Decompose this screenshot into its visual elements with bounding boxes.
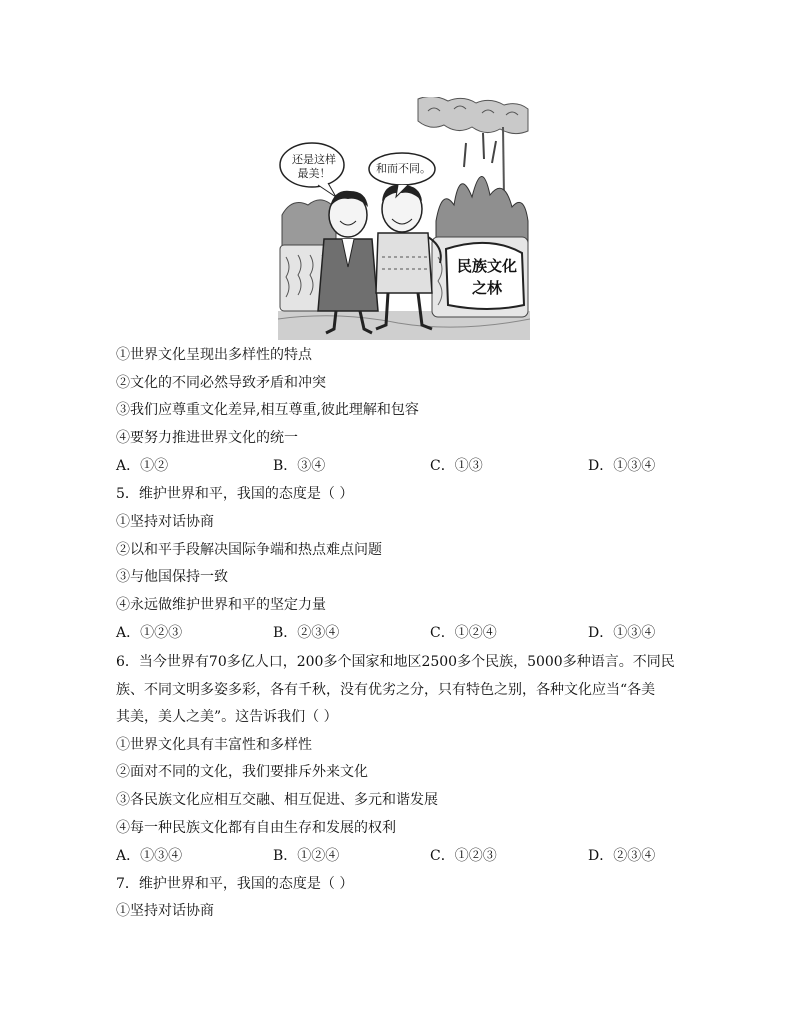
q6-statement-2: ②面对不同的文化，我们要排斥外来文化 [116,764,368,780]
q5-options [116,623,676,643]
q5-option-b[interactable]: B．②③④ [273,625,340,641]
q7-stem: 7．维护世界和平，我国的态度是（ ） [116,876,354,892]
q4-statement-3: ③我们应尊重文化差异,相互尊重,彼此理解和包容 [116,402,419,418]
q4-option-a[interactable]: A．①② [116,458,169,474]
q4-statement-1: ①世界文化呈现出多样性的特点 [116,347,312,363]
q7-statement-1: ①坚持对话协商 [116,903,214,919]
q4-option-b[interactable]: B．③④ [273,458,326,474]
q6-stem-line-1: 6．当今世界有70多亿人口，200多个国家和地区2500多个民族，5000多种语言。不同民 [116,654,675,670]
q6-stem-line-2: 族、不同文明多姿多彩，各有千秋，没有优劣之分，只有特色之别，各种文化应当“各美 [116,682,656,698]
q5-stem: 5．维护世界和平，我国的态度是（ ） [116,486,354,502]
q4-option-d[interactable]: D．①③④ [588,458,656,474]
q6-option-d[interactable]: D．②③④ [588,848,656,864]
cartoon-illustration [278,97,530,340]
q4-option-c[interactable]: C．①③ [430,458,483,474]
sign-text: 民族文化之林 [456,257,517,297]
q5-option-c[interactable]: C．①②④ [430,625,497,641]
q4-statement-2: ②文化的不同必然导致矛盾和冲突 [116,375,326,391]
q5-option-a[interactable]: A．①②③ [116,625,183,641]
q5-statement-3: ③与他国保持一致 [116,569,228,585]
speech-bubble-right: 和而不同。 [376,162,431,175]
q6-option-c[interactable]: C．①②③ [430,848,497,864]
q5-statement-2: ②以和平手段解决国际争端和热点难点问题 [116,542,382,558]
q6-option-b[interactable]: B．①②④ [273,848,340,864]
q4-options [116,456,676,476]
q5-option-d[interactable]: D．①③④ [588,625,656,641]
q5-statement-4: ④永远做维护世界和平的坚定力量 [116,597,326,613]
q6-options [116,846,676,866]
q6-stem-line-3: 其美，美人之美”。这告诉我们（ ） [116,709,338,725]
q6-option-a[interactable]: A．①③④ [116,848,183,864]
speech-bubble-left: 还是这样最美！ [292,153,336,180]
q6-statement-1: ①世界文化具有丰富性和多样性 [116,737,312,753]
q4-statement-4: ④要努力推进世界文化的统一 [116,430,298,446]
q5-statement-1: ①坚持对话协商 [116,514,214,530]
q6-statement-3: ③各民族文化应相互交融、相互促进、多元和谐发展 [116,792,438,808]
q6-statement-4: ④每一种民族文化都有自由生存和发展的权利 [116,820,396,836]
